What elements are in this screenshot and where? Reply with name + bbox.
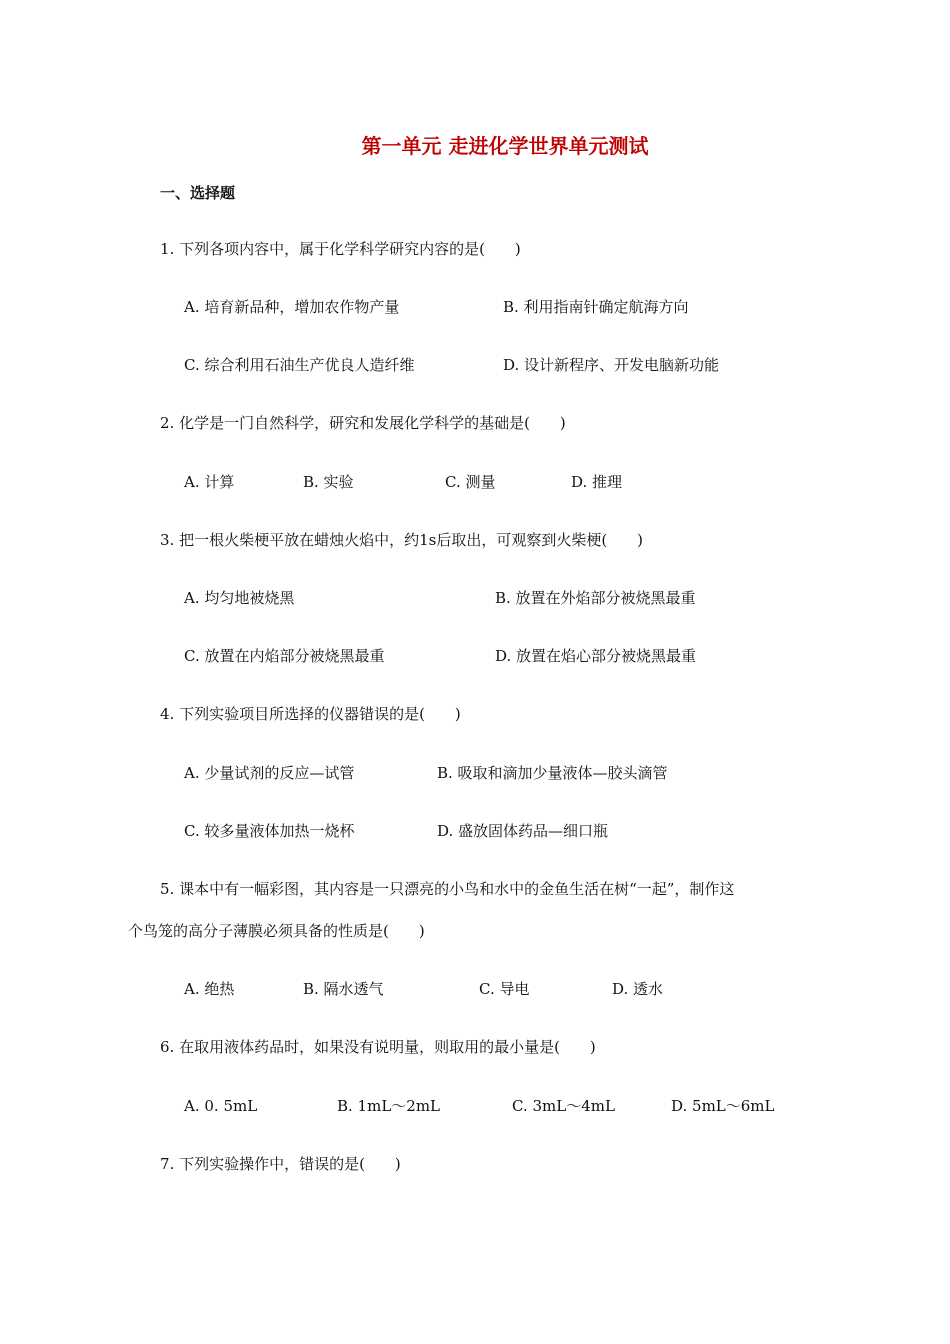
q5-option-a: A. 绝热 bbox=[184, 980, 235, 998]
question-2-stem: 2. 化学是一门自然科学，研究和发展化学科学的基础是( ) bbox=[160, 414, 566, 432]
section-heading: 一、选择题 bbox=[160, 184, 236, 202]
q1-option-d: D. 设计新程序、开发电脑新功能 bbox=[503, 356, 720, 374]
q2-option-c: C. 测量 bbox=[445, 473, 496, 491]
q3-option-c: C. 放置在内焰部分被烧黑最重 bbox=[184, 647, 385, 665]
question-3-stem: 3. 把一根火柴梗平放在蜡烛火焰中，约1s后取出，可观察到火柴梗( ) bbox=[160, 531, 644, 549]
page-title: 第一单元 走进化学世界单元测试 bbox=[361, 134, 649, 158]
question-5-stem: 5. 课本中有一幅彩图，其内容是一只漂亮的小鸟和水中的金鱼生活在树“一起”，制作这 bbox=[160, 880, 735, 898]
q4-option-a: A. 少量试剂的反应—试管 bbox=[184, 764, 355, 782]
q1-option-a: A. 培育新品种，增加农作物产量 bbox=[184, 298, 400, 316]
q1-option-b: B. 利用指南针确定航海方向 bbox=[503, 298, 689, 316]
q5-option-c: C. 导电 bbox=[479, 980, 530, 998]
question-1-stem: 1. 下列各项内容中，属于化学科学研究内容的是( ) bbox=[160, 240, 521, 258]
q6-option-b: B. 1mL～2mL bbox=[337, 1097, 441, 1115]
q6-option-c: C. 3mL～4mL bbox=[512, 1097, 615, 1115]
q2-option-a: A. 计算 bbox=[184, 473, 235, 491]
q4-option-c: C. 较多量液体加热一烧杯 bbox=[184, 822, 355, 840]
question-5-stem-cont: 个鸟笼的高分子薄膜必须具备的性质是( ) bbox=[128, 922, 425, 940]
q3-option-d: D. 放置在焰心部分被烧黑最重 bbox=[495, 647, 697, 665]
q4-option-d: D. 盛放固体药品—细口瓶 bbox=[437, 822, 609, 840]
q5-option-d: D. 透水 bbox=[612, 980, 664, 998]
q2-option-d: D. 推理 bbox=[571, 473, 623, 491]
q5-option-b: B. 隔水透气 bbox=[303, 980, 384, 998]
q3-option-b: B. 放置在外焰部分被烧黑最重 bbox=[495, 589, 696, 607]
q4-option-b: B. 吸取和滴加少量液体—胶头滴管 bbox=[437, 764, 668, 782]
q3-option-a: A. 均匀地被烧黑 bbox=[184, 589, 295, 607]
question-6-stem: 6. 在取用液体药品时，如果没有说明量，则取用的最小量是( ) bbox=[160, 1038, 596, 1056]
question-4-stem: 4. 下列实验项目所选择的仪器错误的是( ) bbox=[160, 705, 461, 723]
question-7-stem: 7. 下列实验操作中，错误的是( ) bbox=[160, 1155, 401, 1173]
q6-option-a: A. 0. 5mL bbox=[184, 1097, 258, 1115]
q1-option-c: C. 综合利用石油生产优良人造纤维 bbox=[184, 356, 415, 374]
q2-option-b: B. 实验 bbox=[303, 473, 354, 491]
q6-option-d: D. 5mL～6mL bbox=[671, 1097, 775, 1115]
